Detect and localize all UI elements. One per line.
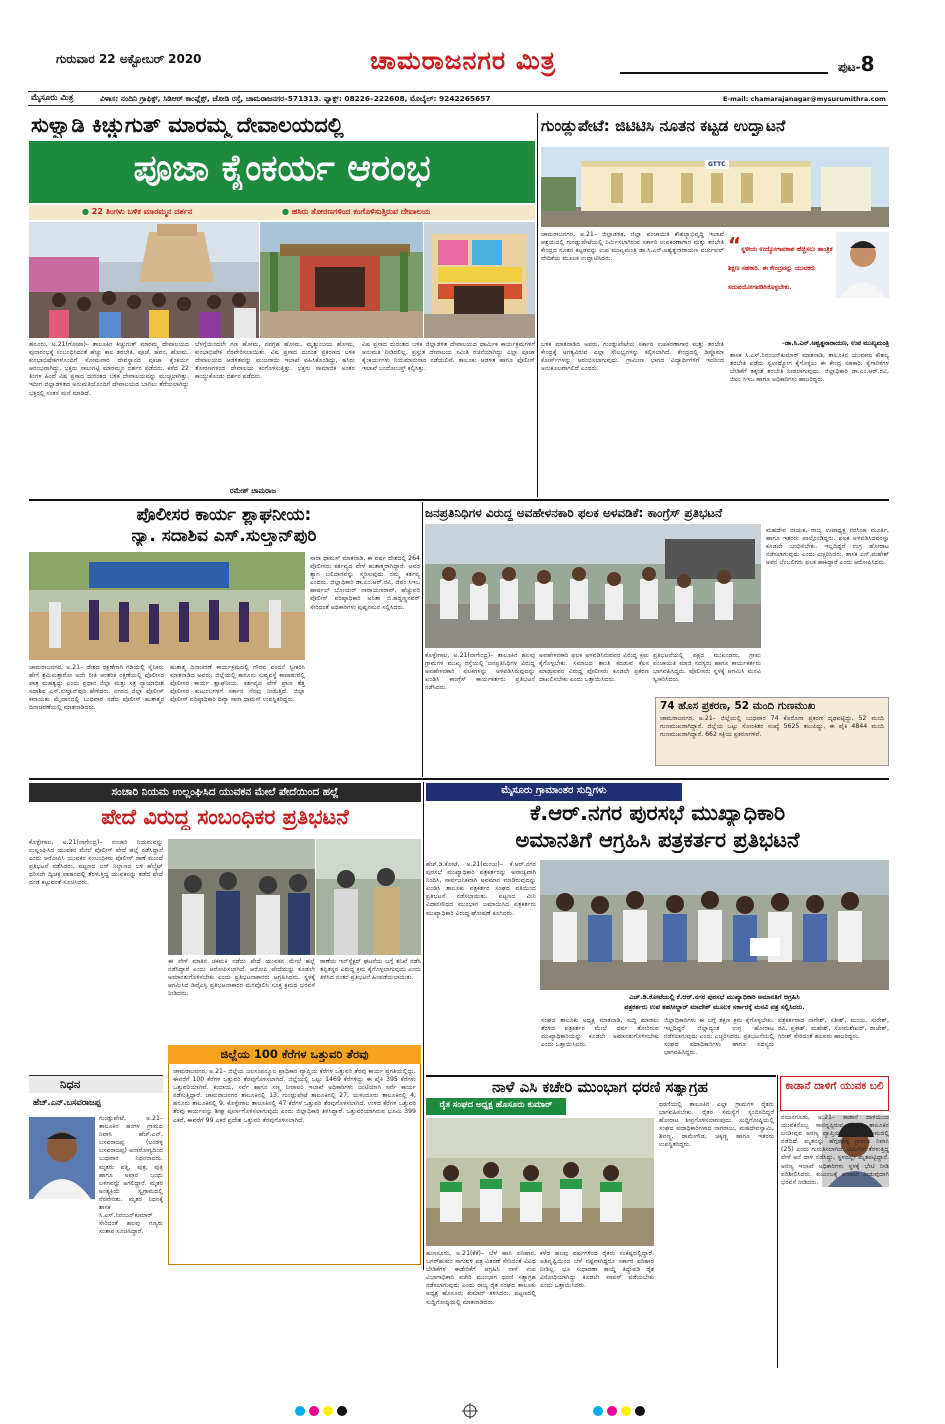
minister-portrait-art: [836, 232, 889, 298]
story1-subline-b-text: ಹಸಿರು ತೋರಣಗಳಿಂದ ಕಂಗೊಳಿಸುತ್ತಿರುವ ದೇವಾಲಯ: [291, 207, 431, 216]
temple-shrine-photo-2-art: [424, 222, 535, 338]
story4-body-4: ಮಹದೇವ ನಾಯಕ, ರಾಜ್ಯ ಉಪಾಧ್ಯಕ್ಷ ನರಸಿಂಹ ಮೂರ್ತಿ, ಹಾಗೂ ಇತರರು ಪಾಲ್ಗೊಂಡಿದ್ದರು. ಫಲಕ ಅಳವಡಿಸಿದವರನ್ನು ಕೂಡಲೇ ಬಂಧಿಸಬೇಕು. ಇಲ್ಲದಿದ್ದರೆ ಉಗ್ರ ಹೋರಾಟ ನಡೆಸಲಾಗುವುದು ಎಂದು ಎಚ್ಚರಿಸಿದರು. ಶಾಸಕ ಎನ್.ಮಹೇಶ್ ಅವರ ಬೆಂಬಲಿಗರು ಫಲಕ ಹಾಕಿದ್ದಾರೆ ಎಂದು ಆರೋಪಿಸಿದರು.: [766, 527, 889, 567]
story5-banner: ಸಂಚಾರಿ ನಿಯಮ ಉಲ್ಲಂಘಿಸಿದ ಯುವಕನ ಮೇಲೆ ಪೇದೆಯಿಂದ ಹಲ್ಲೆ: [111, 786, 339, 798]
story1-subline-a-text: 22 ತಿಂಗಳು ಬಳಿಕ ಮಾರಮ್ಮನ ದರ್ಶನ: [91, 207, 193, 216]
temple-shrine-photo-2: [424, 222, 535, 338]
obituary-portrait-photo: [29, 1117, 95, 1199]
congress-protest-photo: [425, 524, 761, 648]
story6-body-4: ಪತ್ರಕರ್ತರಾದ ನಾಗೇಶ್, ಸತೀಶ್, ಮಂಜು, ಸುರೇಶ್, ರವಿ, ಪ್ರಕಾಶ್, ಮಹೇಶ್, ಸೋಮಶೇಖರ್, ರಾಜೇಶ್, ಗಿರೀಶ್ ಸೇರಿದಂತೆ ಹಲವರು ಹಾಜರಿದ್ದರು.: [778, 1017, 889, 1041]
bullet-icon: ●: [282, 207, 289, 216]
quote-icon: “: [728, 233, 742, 257]
congress-protest-photo-art: [425, 524, 761, 648]
police-parade-photo: [29, 552, 305, 660]
masthead-email: E-mail: chamarajanagar@mysurumithra.com: [723, 95, 886, 103]
constable-protest-photo-1-art: [168, 839, 315, 955]
column-divider-top: [537, 113, 538, 497]
story1-byline: ರಮೇಶ್ ಚಾಮರಾಜ: [230, 487, 276, 495]
constable-protest-photo-1: [168, 839, 315, 955]
covid-headline: 74 ಹೊಸ ಪ್ರಕರಣ, 52 ಮಂದಿ ಗುಣಮುಖ: [660, 700, 816, 712]
masthead-paper-name: ಚಾಮರಾಜನಗರ ಮಿತ್ರ: [248, 46, 678, 76]
story1-body-3: ವಿಷ ಪ್ರಸಾದ ದುರಂತದ ಬಳಿಕ ಜಿಲ್ಲಾಡಳಿತ ದೇವಾಲಯದ ಧಾರ್ಮಿಕ ಕಾರ್ಯಕ್ರಮಗಳಿಗೆ ಅನುಮತಿ ನೀಡಿರಲಿಲ್ಲ. ಪ್ರಸ್ತುತ ದೇವಾಲಯ ಸಮಿತಿ ರಚನೆಯಾಗಿದ್ದು ಎಲ್ಲಾ ಪೂಜಾ ಕೈಂಕರ್ಯಗಳು ನಿಯಮಾನುಸಾರ ನಡೆಯಲಿವೆ. ತಾಲೂಕು ಆಡಳಿತ ಹಾಗೂ ಪೊಲೀಸ್ ಇಲಾಖೆ ಬಂದೋಬಸ್ತ್ ಕಲ್ಪಿಸಿತ್ತು.: [362, 341, 535, 373]
story7-headline: ನಾಳೆ ಎಸಿ ಕಚೇರಿ ಮುಂಭಾಗ ಧರಣಿ ಸತ್ಯಾಗ್ರಹ: [492, 1078, 708, 1096]
bullet-icon: ●: [82, 207, 89, 216]
temple-shrine-photo-1: [260, 222, 423, 338]
obituary-title: ನಿಧನ: [60, 1077, 81, 1091]
death-headline: ಕಾಡಾನೆ ದಾಳಿಗೆ ಯುವಕ ಬಲಿ: [785, 1080, 884, 1092]
story3-body-2: ಹುತಾತ್ಮ ದಿನಾಚರಣೆ ಕಾರ್ಯಕ್ರಮದಲ್ಲಿ ಗೌರವ ವಂದನೆ ಸ್ವೀಕರಿಸಿ ಮಾತನಾಡಿದ ಅವರು, ಜಿಲ್ಲೆಯಲ್ಲಿ ಕಾನೂನು ಸುವ್ಯವಸ್ಥೆ ಕಾಪಾಡುವಲ್ಲಿ ಪೊಲೀಸರ ಕಾರ್ಯ ಶ್ಲಾಘನೀಯ. ಕರ್ತವ್ಯದ ವೇಳೆ ಪ್ರಾಣ ತೆತ್ತ ಪೊಲೀಸರ ಕುಟುಂಬಗಳಿಗೆ ಸರ್ಕಾರ ನೆರವು ನೀಡುತ್ತಿದೆ. ಜಿಲ್ಲಾ ಪೊಲೀಸ್ ವರಿಷ್ಠಾಧಿಕಾರಿ ದಿವ್ಯಾ ಸಾರಾ ಥಾಮಸ್ ಉಪಸ್ಥಿತರಿದ್ದರು.: [170, 664, 305, 704]
death-body: ನಂಜನಗೂಡು, ಅ.21– ಕಾಡಾನೆ ದಾಳಿಯಿಂದ ಯುವಕನೊಬ್ಬ ಸಾವನ್ನಪ್ಪಿರುವ ಘಟನೆ ತಾಲೂಕಿನ ಬಂಡೀಪುರ ಅರಣ್ಯ ವ್ಯಾಪ್ತಿಯ ಕಾಡಂಚಿನ ಗ್ರಾಮದಲ್ಲಿ ನಡೆದಿದೆ. ಮೃತನನ್ನು ಹೆಗ್ಗಡಹಳ್ಳಿ ಗ್ರಾಮದ ನಿವಾಸಿ (25) ಎಂದು ಗುರುತಿಸಲಾಗಿದೆ. ಜಮೀನಿಗೆ ತೆರಳುತ್ತಿದ್ದ ವೇಳೆ ಆನೆ ದಾಳಿ ನಡೆಸಿದ್ದು, ಸ್ಥಳದಲ್ಲೇ ಮೃತಪಟ್ಟಿದ್ದಾನೆ. ಅರಣ್ಯ ಇಲಾಖೆ ಅಧಿಕಾರಿಗಳು ಸ್ಥಳಕ್ಕೆ ಭೇಟಿ ನೀಡಿ ಪರಿಶೀಲಿಸಿದರು. ಕುಟುಂಬಕ್ಕೆ ಪರಿಹಾರ ನೀಡುವುದಾಗಿ ಭರವಸೆ ನೀಡಿದರು.: [781, 1114, 889, 1186]
constable-protest-photo-2-art: [316, 839, 421, 955]
story6-caption-1: ಎಚ್.ಡಿ.ಕೋಟೆಯಲ್ಲಿ ಕೆ.ಆರ್.ನಗರ ಪುರಸಭೆ ಮುಖ್ಯಾಧಿಕಾರಿ ಅಮಾನತಿಗೆ ಆಗ್ರಹಿಸಿ: [629, 993, 800, 1001]
journalist-protest-photo: [540, 860, 889, 990]
story6-caption-2: ಪತ್ರಕರ್ತರು ಉಪ ತಹಸೀಲ್ದಾರ್ ಮಾದೇಶ್ ಮೂಲಕ ಸರ್ಕಾರಕ್ಕೆ ಮನವಿ ಪತ್ರ ಸಲ್ಲಿಸಿದರು.: [624, 1003, 805, 1011]
gttc-building-photo: [541, 147, 889, 227]
section-rule-2: [29, 778, 889, 780]
covid-body: ಚಾಮರಾಜನಗರ, ಅ.21– ಜಿಲ್ಲೆಯಲ್ಲಿ ಬುಧವಾರ 74 ಕೊರೊನಾ ಪ್ರಕರಣ ದೃಢಪಟ್ಟಿದ್ದು, 52 ಮಂದಿ ಗುಣಮುಖರಾಗಿದ್ದಾರೆ. ಜಿಲ್ಲೆಯ ಒಟ್ಟು ಸೋಂಕಿತರ ಸಂಖ್ಯೆ 5625 ತಲುಪಿದ್ದು, ಈ ಪೈಕಿ 4844 ಮಂದಿ ಗುಣಮುಖರಾಗಿದ್ದಾರೆ. 662 ಸಕ್ರಿಯ ಪ್ರಕರಣಗಳಿವೆ.: [660, 715, 884, 739]
lakes-headline: ಜಿಲ್ಲೆಯ 100 ಕೆರೆಗಳ ಒತ್ತುವರಿ ತೆರವು: [220, 1047, 369, 1061]
story7-body-3: ಧರಣಿಯಲ್ಲಿ ತಾಲೂಕಿನ ಎಲ್ಲಾ ಗ್ರಾಮಗಳ ರೈತರು ಭಾಗವಹಿಸಬೇಕು. ರೈತರ ಸಮಸ್ಯೆಗೆ ಸ್ಪಂದಿಸದಿದ್ದರೆ ಹೋರಾಟ ತೀವ್ರಗೊಳಿಸಲಾಗುವುದು. ಸುದ್ದಿಗೋಷ್ಠಿಯಲ್ಲಿ ಸಂಘದ ಪದಾಧಿಕಾರಿಗಳಾದ ನಾಗರಾಜು, ಮಹದೇವಸ್ವಾಮಿ, ಶಿವಣ್ಣ, ರಾಮೇಗೌಡ, ಚಿಕ್ಕಣ್ಣ ಹಾಗೂ ಇತರರು ಉಪಸ್ಥಿತರಿದ್ದರು.: [659, 1101, 774, 1149]
story4-body-1: ಕೊಳ್ಳೇಗಾಲ, ಅ.21(ನಾಗೇಂದ್ರ)– ತಾಲೂಕಿನ ಹಲವು ಗ್ರಾಮಗಳ ಮುಖ್ಯ ರಸ್ತೆಯಲ್ಲಿ ಜನಪ್ರತಿನಿಧಿಗಳ ವಿರುದ್ಧ ಅವಹೇಳನಕಾರಿ ಫಲಕಗಳನ್ನು ಅಳವಡಿಸಿರುವುದನ್ನು ಖಂಡಿಸಿ ಕಾಂಗ್ರೆಸ್ ಕಾರ್ಯಕರ್ತರು ಪ್ರತಿಭಟನೆ ನಡೆಸಿದರು.: [425, 652, 535, 692]
print-marks: [290, 1403, 650, 1419]
story3-headline-1: ಪೊಲೀಸರ ಕಾರ್ಯ ಶ್ಲಾಘನೀಯ:: [136, 505, 312, 525]
story6-body-2: ಸಂಘದ ತಾಲೂಕು ಅಧ್ಯಕ್ಷ ಮಾತನಾಡಿ, ಸುದ್ದಿ ಮಾಡಲು ತೆರಳಿದ ಪತ್ರಕರ್ತನ ಮೇಲೆ ದರ್ಪ ತೋರಿರುವ ಮುಖ್ಯಾಧಿಕಾರಿಯನ್ನು ಕೂಡಲೇ ಅಮಾನತುಗೊಳಿಸಬೇಕು ಎಂದು ಒತ್ತಾಯಿಸಿದರು.: [541, 1017, 659, 1049]
story1-subline-b: [282, 207, 430, 217]
story5-headline: ಪೇದೆ ವಿರುದ್ಧ ಸಂಬಂಧಿಕರ ಪ್ರತಿಭಟನೆ: [101, 805, 349, 829]
column-divider-bottom-left: [423, 782, 424, 1270]
story6-headline-2: ಅಮಾನತಿಗೆ ಆಗ್ರಹಿಸಿ ಪತ್ರಕರ್ತರ ಪ್ರತಿಭಟನೆ: [515, 828, 800, 852]
story1-kicker: ಸುಳ್ವಾಡಿ ಕಿಚ್ಚುಗುತ್ ಮಾರಮ್ಮ ದೇವಾಲಯದಲ್ಲಿ: [31, 113, 344, 137]
section-rule-1: [29, 499, 889, 501]
farmers-meeting-photo-art: [426, 1118, 654, 1246]
police-parade-photo-art: [29, 552, 305, 660]
story6-headline-1: ಕೆ.ಆರ್.ನಗರ ಪುರಸಭೆ ಮುಖ್ಯಾಧಿಕಾರಿ: [529, 801, 786, 825]
story1-body-1: ಹನೂರು, ಅ.21(ಗೋಪಾ)– ತಾಲೂಕಿನ ಕಿಚ್ಚುಗುತ್ ಮಾರಮ್ಮ ದೇವಾಲಯದ ಪುನಾರಂಭಕ್ಕೆ ಸಂಬಂಧಿಸಿದಂತೆ ಹೆಚ್ಚು ಕಾಲ ತರಬೇತಿ, ಪೂಜೆ, ಹವನ, ಹೋಮ, ಕುಂಭಾಭಿಷೇಕಗಳೊಂದಿಗೆ ಸೋಮವಾರ ದೇವಸ್ಥಾನದ ಪೂಜಾ ಕೈಂಕರ್ಯ ಆರಂಭವಾಗಿದ್ದು, ಭಕ್ತರು ಸಾಲುಗಟ್ಟಿ ಮಾರಮ್ಮನ ದರ್ಶನ ಪಡೆದರು. ಕಳೆದ 22 ತಿಂಗಳ ಹಿಂದೆ ವಿಷ ಪ್ರಸಾದ ದುರಂತದ ಬಳಿಕ ದೇವಾಲಯವನ್ನು ಮುಚ್ಚಲಾಗಿತ್ತು. ಇದೀಗ ಜಿಲ್ಲಾಡಳಿತದ ಅನುಮತಿಯೊಂದಿಗೆ ದೇವಾಲಯದ ಬಾಗಿಲು ತೆರೆಯಲಾಗಿದ್ದು ಭಕ್ತರಲ್ಲಿ ಸಂತಸ ಮನೆ ಮಾಡಿದೆ.: [29, 341, 189, 397]
story4-body-3: ಪ್ರತಿಭಟನೆಯಲ್ಲಿ ಪಕ್ಷದ ಮುಖಂಡರು, ಗ್ರಾಮ ಪಂಚಾಯಿತಿ ಮಾಜಿ ಸದಸ್ಯರು ಹಾಗೂ ಕಾರ್ಯಕರ್ತರು ಭಾಗವಹಿಸಿದ್ದರು. ಪೊಲೀಸರು ಸ್ಥಳಕ್ಕೆ ಆಗಮಿಸಿ ಮನವಿ ಸ್ವೀಕರಿಸಿದರು.: [653, 652, 761, 684]
story1-subline-a: [82, 207, 192, 217]
story2-body-1: ಚಾಮರಾಜನಗರ, ಅ.21– ಜಿಲ್ಲಾಡಳಿತ, ಜಿಲ್ಲಾ ಪಂಚಾಯಿತಿ ಕೌಶಲ್ಯಾಭಿವೃದ್ಧಿ ಇಲಾಖೆ ಆಶ್ರಯದಲ್ಲಿ ಗುಂಡ್ಲುಪೇಟೆಯಲ್ಲಿ ನಿರ್ಮಿಸಲಾಗಿರುವ ಸರ್ಕಾರಿ ಉಪಕರಣಾಗಾರ ಮತ್ತು ತರಬೇತಿ ಕೇಂದ್ರದ ನೂತನ ಕಟ್ಟಡವನ್ನು ಉಪ ಮುಖ್ಯಮಂತ್ರಿ ಡಾ.ಸಿ.ಎನ್.ಅಶ್ವತ್ಥನಾರಾಯಣ ವರ್ಚುವಲ್ ವೇದಿಕೆಯ ಮೂಲಕ ಉದ್ಘಾಟಿಸಿದರು.: [541, 231, 724, 263]
story4-body-2: ಅವಹೇಳನಕಾರಿ ಫಲಕ ಅಳವಡಿಸಿರುವವರ ವಿರುದ್ಧ ಕ್ರಮ ಕೈಗೊಳ್ಳಬೇಕು. ಸಮಾಜದ ಶಾಂತಿ ಕದಡುವ ಕೆಲಸ ಮಾಡುವವರ ವಿರುದ್ಧ ಪೊಲೀಸರು ಕೂಡಲೇ ಪ್ರಕರಣ ದಾಖಲಿಸಬೇಕು ಎಂದು ಒತ್ತಾಯಿಸಿದರು.: [539, 652, 649, 684]
temple-crowd-photo: [29, 222, 259, 338]
story2-quote: [728, 233, 833, 326]
story7-body-1: ಹುಣಸೂರು, ಅ.21(ಕೆಕೆ)– ಬೆಳೆ ಹಾನಿ ಪರಿಹಾರ, ಬಗರ್‌ಹುಕುಂ ಸಾಗುವಳಿ ಪತ್ರ ವಿತರಣೆ ಸೇರಿದಂತೆ ವಿವಿಧ ಬೇಡಿಕೆಗಳ ಈಡೇರಿಕೆಗೆ ಆಗ್ರಹಿಸಿ ನಾಳೆ ಉಪ ವಿಭಾಗಾಧಿಕಾರಿ ಕಚೇರಿ ಮುಂಭಾಗ ಧರಣಿ ಸತ್ಯಾಗ್ರಹ ನಡೆಸಲಾಗುವುದು ಎಂದು ರಾಜ್ಯ ರೈತ ಸಂಘದ ತಾಲೂಕು ಅಧ್ಯಕ್ಷ ಹೊಸೂರು ಕುಮಾರ್ ತಿಳಿಸಿದರು. ಪಟ್ಟಣದಲ್ಲಿ ಸುದ್ದಿಗೋಷ್ಠಿಯಲ್ಲಿ ಮಾತನಾಡಿದರು.: [426, 1250, 536, 1306]
story1-body-2: ಬೆಳಗ್ಗೆಯಿಂದಲೇ ಗಣ ಹೋಮ, ನವಗ್ರಹ ಹೋಮ, ಮೃತ್ಯುಂಜಯ ಹೋಮ, ಕುಂಭಾಭಿಷೇಕ ನೆರವೇರಿಸಲಾಯಿತು. ವಿಷ ಪ್ರಸಾದ ದುರಂತ ಪ್ರಕರಣದ ಬಳಿಕ ದೇವಾಲಯದ ಆಡಳಿತವನ್ನು ಮುಜರಾಯಿ ಇಲಾಖೆ ವಹಿಸಿಕೊಂಡಿದ್ದು, ಹಸಿರು ತೋರಣಗಳಿಂದ ದೇವಾಲಯ ಕಂಗೊಳಿಸುತ್ತಿತ್ತು. ಭಕ್ತರು ಸಾಮಾಜಿಕ ಅಂತರ ಕಾಯ್ದುಕೊಂಡು ದರ್ಶನ ಪಡೆದರು.: [195, 341, 355, 381]
masthead-address: ವಿಳಾಸ: ನಂದಿನಿ ಗ್ರಾಫಿಕ್ಸ್, ಸಿಡಿಆರ್ ಕಾಂಪ್ಲೆಕ್ಸ್, ಜೋಡಿ ರಸ್ತೆ, ಚಾಮರಾಜನಗರ–571313. ಫ್ಯಾಕ್ಸ್: 08226–222608, ಮೊಬೈಲ್: 9242265657: [100, 94, 491, 103]
lakes-body: ಚಾಮರಾಜನಗರ, ಅ.21– ಜಿಲ್ಲೆಯ ಜಲಸಂಪನ್ಮೂಲ ಪ್ರಾಧಿಕಾರ ವ್ಯಾಪ್ತಿಯ ಕೆರೆಗಳ ಒತ್ತುವರಿ ತೆರವು ಕಾರ್ಯ ಪ್ರಗತಿಯಲ್ಲಿದ್ದು, ಈವರೆಗೆ 100 ಕೆರೆಗಳ ಒತ್ತುವರಿ ತೆರವುಗೊಳಿಸಲಾಗಿದೆ. ಜಿಲ್ಲೆಯಲ್ಲಿ ಒಟ್ಟು 1469 ಕೆರೆಗಳಿದ್ದು ಈ ಪೈಕಿ 395 ಕೆರೆಗಳು ಒತ್ತುವರಿಯಾಗಿವೆ. ಕಂದಾಯ, ಸರ್ವೆ ಹಾಗೂ ಸಣ್ಣ ನೀರಾವರಿ ಇಲಾಖೆ ಅಧಿಕಾರಿಗಳು ಜಂಟಿಯಾಗಿ ಸರ್ವೆ ಕಾರ್ಯ ನಡೆಸುತ್ತಿದ್ದಾರೆ. ಚಾಮರಾಜನಗರ ತಾಲೂಕಿನಲ್ಲಿ 13, ಗುಂಡ್ಲುಪೇಟೆ ತಾಲೂಕಿನಲ್ಲಿ 27, ಯಳಂದೂರು ತಾಲೂಕಿನಲ್ಲಿ 4, ಹನೂರು ತಾಲೂಕಿನಲ್ಲಿ 9, ಕೊಳ್ಳೇಗಾಲ ತಾಲೂಕಿನಲ್ಲಿ 47 ಕೆರೆಗಳ ಒತ್ತುವರಿ ತೆರವುಗೊಳಿಸಲಾಗಿದೆ. ಉಳಿದ ಕೆರೆಗಳ ಒತ್ತುವರಿ ತೆರವು ಕಾರ್ಯವನ್ನು ಶೀಘ್ರ ಪೂರ್ಣಗೊಳಿಸಲಾಗುವುದು ಎಂದು ಜಿಲ್ಲಾಧಿಕಾರಿ ತಿಳಿಸಿದ್ದಾರೆ. ಒತ್ತುವರಿಯಾಗಿರುವ ಭೂಮಿ 399 ಎಕರೆ, ಈವರೆಗೆ 99 ಎಕರೆ ಪ್ರದೇಶ ಒತ್ತುವರಿ ತೆರವುಗೊಳಿಸಲಾಗಿದೆ.: [173, 1068, 416, 1124]
masthead-page: [838, 52, 875, 76]
masthead-date: ಗುರುವಾರ 22 ಅಕ್ಟೋಬರ್ 2020: [56, 52, 202, 66]
story3-body-1: ಚಾಮರಾಜನಗರ, ಅ.21– ದೇಶದ ರಕ್ಷಣೆಗಾಗಿ ಗಡಿಯಲ್ಲಿ ಸೈನಿಕರು ಹೇಗೆ ಶ್ರಮಿಸುತ್ತಾರೋ ಅದೇ ರೀತಿ ಆಂತರಿಕ ರಕ್ಷಣೆಯಲ್ಲಿ ಪೊಲೀಸರ ಪಾತ್ರ ಮಹತ್ವದ್ದು ಎಂದು ಪ್ರಧಾನ ಜಿಲ್ಲಾ ಮತ್ತು ಸತ್ರ ನ್ಯಾಯಾಧೀಶ ಸದಾಶಿವ ಎಸ್.ಸುಲ್ತಾನ್‌ಪುರಿ ಹೇಳಿದರು. ನಗರದ ಜಿಲ್ಲಾ ಪೊಲೀಸ್ ಕವಾಯತು ಮೈದಾನದಲ್ಲಿ ಬುಧವಾರ ನಡೆದ ಪೊಲೀಸ್ ಹುತಾತ್ಮರ ದಿನಾಚರಣೆಯಲ್ಲಿ ಮಾತನಾಡಿದರು.: [29, 664, 164, 712]
story6-section: ಮೈಸೂರು ಗ್ರಾಮಾಂತರ ಸುದ್ದಿಗಳು: [501, 785, 607, 796]
masthead-rule-right: [620, 72, 828, 74]
minister-portrait-photo: [836, 232, 889, 298]
masthead-brand: ಮೈಸೂರು ಮಿತ್ರ: [31, 93, 74, 103]
story6-body-3: ಜಿಲ್ಲಾಧಿಕಾರಿಗಳು ಈ ಬಗ್ಗೆ ತಕ್ಷಣ ಕ್ರಮ ಕೈಗೊಳ್ಳಬೇಕು. ಇಲ್ಲದಿದ್ದರೆ ಜಿಲ್ಲಾದ್ಯಂತ ಉಗ್ರ ಹೋರಾಟ ನಡೆಸಲಾಗುವುದು ಎಂದು ಎಚ್ಚರಿಸಿದರು. ಪ್ರತಿಭಟನೆಯಲ್ಲಿ ಸಂಘದ ಪದಾಧಿಕಾರಿಗಳು ಹಾಗೂ ಸದಸ್ಯರು ಭಾಗವಹಿಸಿದ್ದರು.: [664, 1017, 774, 1057]
story4-headline: ಜನಪ್ರತಿನಿಧಿಗಳ ವಿರುದ್ಧ ಅವಹೇಳನಕಾರಿ ಫಲಕ ಅಳವಡಿಕೆ: ಕಾಂಗ್ರೆಸ್ ಪ್ರತಿಭಟನೆ: [425, 506, 723, 520]
story2-body-3: ಶಾಸಕ ಸಿ.ಎಸ್.ನಿರಂಜನ್‌ಕುಮಾರ್ ಮಾತನಾಡಿ, ತಾಲೂಕಿನ ಯುವಕರು ಕೌಶಲ್ಯ ತರಬೇತಿ ಪಡೆದು ಸ್ವಉದ್ಯೋಗ ಕೈಗೊಳ್ಳಲು ಈ ಕೇಂದ್ರ ಸಹಕಾರಿ. ಕೈಗಾರಿಕೆಗಳ ಬೇಡಿಕೆಗೆ ತಕ್ಕಂತೆ ತರಬೇತಿ ನೀಡಲಾಗುವುದು. ಜಿಲ್ಲಾಧಿಕಾರಿ ಡಾ.ಎಂ.ಆರ್.ರವಿ, ಜಿಪಂ ಸಿಇಒ ಹಾಗೂ ಅಧಿಕಾರಿಗಳು ಹಾಜರಿದ್ದರು.: [730, 352, 889, 384]
temple-crowd-photo-art: [29, 222, 259, 338]
story2-headline: ಗುಂಡ್ಲುಪೇಟೆ: ಜಿಟಿಟಿಸಿ ನೂತನ ಕಟ್ಟಡ ಉದ್ಘಾಟನೆ: [541, 117, 786, 135]
story2-quote-text: ಸ್ಥಳೀಯ ಉದ್ಯೋಗಾವಕಾಶ ಹೆಚ್ಚಿಸಲು ತಾಂತ್ರಿಕ ಶಿಕ್ಷಣ ಸಹಕಾರಿ. ಈ ಕೇಂದ್ರವನ್ನು ಯುವಕರು ಸದುಪಯೋಗಪಡಿಸಿಕೊಳ್ಳಬೇಕು.: [728, 246, 833, 291]
farmers-meeting-photo: [426, 1118, 654, 1246]
story2-body-2: ಬಳಿಕ ಮಾತನಾಡಿದ ಅವರು, ಗುಂಡ್ಲುಪೇಟೆಯ ಸರ್ಕಾರಿ ಉಪಕರಣಾಗಾರ ಮತ್ತು ತರಬೇತಿ ಕೇಂದ್ರಕ್ಕೆ ಅಗತ್ಯವಿರುವ ಎಲ್ಲಾ ಸೌಲಭ್ಯಗಳನ್ನು ಕಲ್ಪಿಸಲಾಗಿದೆ. ಕೇಂದ್ರದಲ್ಲಿ ಡಿಪ್ಲೊಮಾ ಕೋರ್ಸ್‌ಗಳನ್ನು ಆರಂಭಿಸಲಾಗುವುದು. ಗ್ರಾಮೀಣ ಭಾಗದ ವಿದ್ಯಾರ್ಥಿಗಳಿಗೆ ಇದರಿಂದ ಅನುಕೂಲವಾಗಲಿದೆ ಎಂದರು.: [541, 341, 724, 373]
gttc-building-photo-art: [541, 147, 889, 227]
temple-shrine-photo-1-art: [260, 222, 423, 338]
print-marks-art: [290, 1403, 650, 1419]
story1-headline: ಪೂಜಾ ಕೈಂಕರ್ಯ ಆರಂಭ: [133, 148, 431, 189]
story7-body-2: ಕಳೆದ ಹಲವು ವರ್ಷಗಳಿಂದ ರೈತರು ಸಂಕಷ್ಟದಲ್ಲಿದ್ದಾರೆ. ಅತಿವೃಷ್ಟಿಯಿಂದ ಬೆಳೆ ನಷ್ಟವಾಗಿದ್ದರೂ ಸರ್ಕಾರ ಪರಿಹಾರ ನೀಡಿಲ್ಲ. ಭೂ ಸುಧಾರಣಾ ಕಾಯ್ದೆ ತಿದ್ದುಪಡಿ ರೈತ ವಿರೋಧಿಯಾಗಿದ್ದು ಕೂಡಲೇ ವಾಪಸ್ ಪಡೆಯಬೇಕು ಎಂದು ಒತ್ತಾಯಿಸಿದರು.: [540, 1250, 654, 1290]
story5-body-1: ಕೊಳ್ಳೇಗಾಲ, ಅ.21(ನಾಗೇಂದ್ರ)– ಸಂಚಾರಿ ನಿಯಮವನ್ನು ಉಲ್ಲಂಘಿಸಿದ ಯುವಕನ ಮೇಲೆ ಪೊಲೀಸ್ ಪೇದೆ ಹಲ್ಲೆ ನಡೆಸಿದ್ದಾನೆ ಎಂದು ಆರೋಪಿಸಿ ಯುವಕನ ಸಂಬಂಧಿಕರು ಪೊಲೀಸ್ ಠಾಣೆ ಮುಂದೆ ಪ್ರತಿಭಟನೆ ನಡೆಸಿದರು. ಪಟ್ಟಣದ ಬಸ್ ನಿಲ್ದಾಣದ ಬಳಿ ಹೆಲ್ಮೆಟ್ ಧರಿಸದೇ ದ್ವಿಚಕ್ರ ವಾಹನದಲ್ಲಿ ತೆರಳುತ್ತಿದ್ದ ಯುವಕನನ್ನು ತಡೆದ ಪೇದೆ ದಂಡ ಕಟ್ಟುವಂತೆ ಸೂಚಿಸಿದರು.: [29, 839, 163, 887]
story3-headline-2: ನ್ಯಾ. ಸದಾಶಿವ ಎಸ್.ಸುಲ್ತಾನ್‌ಪುರಿ: [131, 526, 317, 546]
constable-protest-photo-2: [316, 839, 421, 955]
obituary-name: ಹೆಚ್.ಎನ್.ಬಸವರಾಜಪ್ಪ: [33, 1097, 101, 1107]
section-rule-3: [426, 1075, 776, 1077]
page-label: ಪುಟ-: [838, 60, 861, 74]
obituary-title-box: [29, 1075, 163, 1093]
column-divider-bottom-right: [777, 1075, 778, 1368]
page-number: 8: [860, 52, 875, 76]
story5-body-3: ಠಾಣೆಯ ಇನ್‌ಸ್ಪೆಕ್ಟರ್ ಘಟನೆಯ ಬಗ್ಗೆ ತನಿಖೆ ನಡೆಸಿ ತಪ್ಪಿತಸ್ಥರ ವಿರುದ್ಧ ಕ್ರಮ ಕೈಗೊಳ್ಳಲಾಗುವುದು ಎಂದು ತಿಳಿಸಿದ ನಂತರ ಪ್ರತಿಭಟನೆ ಹಿಂಪಡೆಯಲಾಯಿತು.: [320, 958, 421, 982]
obituary-body: ಗುಂಡ್ಲುಪೇಟೆ, ಅ.21– ತಾಲೂಕಿನ ಹಂಗಳ ಗ್ರಾಮದ ನಿವಾಸಿ ಹೆಚ್.ಎನ್. ಬಸವರಾಜಪ್ಪ (ಬಂಡಳ್ಳಿ ಬಸವರಾಜಪ್ಪ) ಅನಾರೋಗ್ಯದಿಂದ ಬುಧವಾರ ನಿಧನರಾದರು. ಮೃತರು ಪತ್ನಿ, ಪುತ್ರ, ಪುತ್ರಿ ಹಾಗೂ ಅಪಾರ ಬಂಧು ಬಳಗವನ್ನು ಅಗಲಿದ್ದಾರೆ. ಮೃತರ ಅಂತ್ಯಕ್ರಿಯೆ ಸ್ವಗ್ರಾಮದಲ್ಲಿ ನೆರವೇರಿತು. ಮೃತರ ನಿಧನಕ್ಕೆ ಶಾಸಕ ಸಿ.ಎಸ್.ನಿರಂಜನ್‌ಕುಮಾರ್ ಸೇರಿದಂತೆ ಹಲವು ಗಣ್ಯರು ಸಂತಾಪ ಸೂಚಿಸಿದ್ದಾರೆ.: [99, 1115, 163, 1236]
journalist-protest-photo-art: [540, 860, 889, 990]
story7-subhead: ರೈತ ಸಂಘದ ಅಧ್ಯಕ್ಷ ಹೊಸೂರು ಕುಮಾರ್: [439, 1100, 553, 1110]
story5-body-2: ಈ ವೇಳೆ ಮಾತಿನ ಚಕಮಕಿ ನಡೆದು ಪೇದೆ ಯುವಕನ ಮೇಲೆ ಹಲ್ಲೆ ನಡೆಸಿದ್ದಾರೆ ಎಂದು ಆರೋಪಿಸಲಾಗಿದೆ. ಆರೋಪಿ ಪೇದೆಯನ್ನು ಕೂಡಲೇ ಅಮಾನತುಗೊಳಿಸಬೇಕು ಎಂದು ಪ್ರತಿಭಟನಾಕಾರರು ಆಗ್ರಹಿಸಿದರು. ಸ್ಥಳಕ್ಕೆ ಆಗಮಿಸಿದ ಡಿವೈಎಸ್ಪಿ ಪ್ರತಿಭಟನಾಕಾರರ ಮನವೊಲಿಸಿ ಸೂಕ್ತ ಕ್ರಮದ ಭರವಸೆ ನೀಡಿದರು.: [168, 958, 315, 998]
story6-body-1: ಹೆಚ್.ಡಿ.ಕೋಟೆ, ಅ.21(ಮಂಜು)– ಕೆ.ಆರ್.ನಗರ ಪುರಸಭೆ ಮುಖ್ಯಾಧಿಕಾರಿ ಪತ್ರಕರ್ತರನ್ನು ಅವಾಚ್ಯವಾಗಿ ನಿಂದಿಸಿ, ಸಾರ್ವಜನಿಕವಾಗಿ ಅವಮಾನ ಮಾಡಿರುವುದನ್ನು ಖಂಡಿಸಿ ತಾಲೂಕು ಪತ್ರಕರ್ತರ ಸಂಘದ ವತಿಯಿಂದ ಪ್ರತಿಭಟನೆ ನಡೆಸಲಾಯಿತು. ಪಟ್ಟಣದ ಮಿನಿ ವಿಧಾನಸೌಧದ ಮುಂಭಾಗ ಜಮಾಯಿಸಿದ ಪತ್ರಕರ್ತರು ಮುಖ್ಯಾಧಿಕಾರಿ ವಿರುದ್ಧ ಘೋಷಣೆ ಕೂಗಿದರು.: [426, 861, 536, 917]
column-divider-mid: [422, 502, 423, 777]
obituary-portrait-art: [29, 1117, 95, 1199]
gttc-sign: GTTC: [705, 160, 729, 169]
story3-body-3: ಸಾರಾ ಥಾಮಸ್ ಮಾತನಾಡಿ, ಈ ವರ್ಷ ದೇಶದಲ್ಲಿ 264 ಪೊಲೀಸರು ಕರ್ತವ್ಯದ ವೇಳೆ ಹುತಾತ್ಮರಾಗಿದ್ದಾರೆ. ಅವರ ತ್ಯಾಗ ಬಲಿದಾನವನ್ನು ಸ್ಮರಿಸುವುದು ನಮ್ಮ ಕರ್ತವ್ಯ ಎಂದರು. ಜಿಲ್ಲಾಧಿಕಾರಿ ಡಾ.ಎಂ.ಆರ್.ರವಿ, ಜಿಪಂ ಸಿಇಒ ಹಾರ್ಷಲ್ ಬೋಯರ್ ನಾರಾಯಣರಾವ್, ಹೆಚ್ಚುವರಿ ಪೊಲೀಸ್ ವರಿಷ್ಠಾಧಿಕಾರಿ ಅನಿತಾ ಬಿ.ಹದ್ದಣ್ಣನವರ್ ಸೇರಿದಂತೆ ಅಧಿಕಾರಿಗಳು ಪುಷ್ಪನಮನ ಸಲ್ಲಿಸಿದರು.: [310, 555, 420, 611]
story2-quote-by: –ಡಾ.ಸಿ.ಎನ್.ಅಶ್ವತ್ಥನಾರಾಯಣ, ಉಪ ಮುಖ್ಯಮಂತ್ರಿ: [781, 340, 889, 347]
